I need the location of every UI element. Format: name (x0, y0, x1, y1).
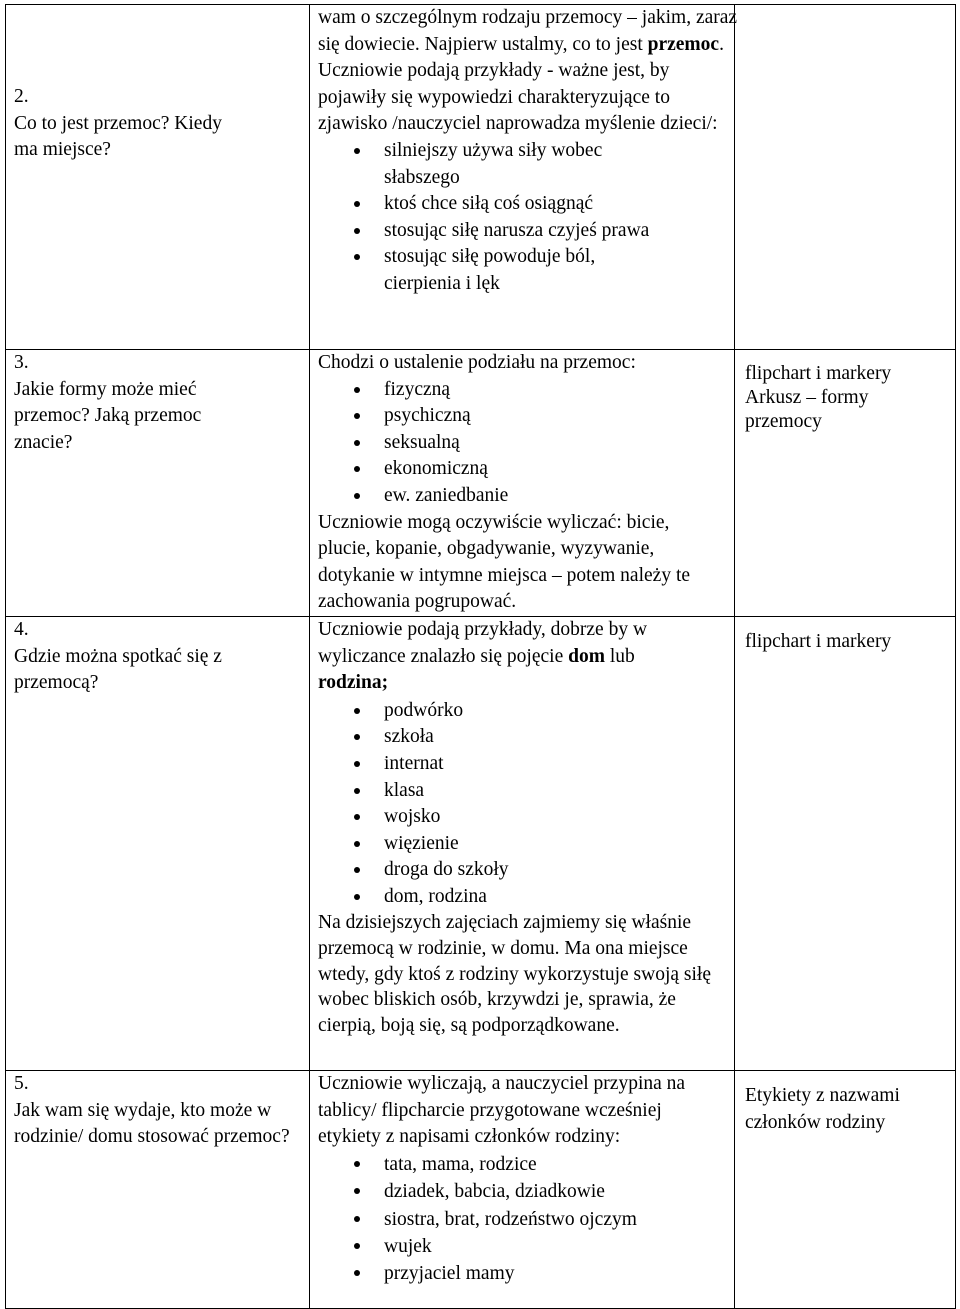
list-item: ekonomiczną (318, 456, 730, 483)
list-item: przyjaciel mamy (318, 1260, 730, 1287)
step-question: Jak wam się wydaje, kto może w rodzinie/ domu stosować przemoc? (14, 1099, 290, 1148)
list-item: siostra, brat, rodzeństwo ojczym (318, 1206, 730, 1233)
step-question: Co to jest przemoc? Kiedy ma miejsce? (14, 112, 222, 161)
list-item: stosując siłę powoduje ból, cierpienia i lęk (318, 244, 668, 297)
intro-bold: przemoc (647, 33, 720, 55)
list-item: wujek (318, 1233, 730, 1260)
step-cell (6, 616, 310, 1070)
list-item: ktoś chce siłą coś osiągnąć (318, 191, 668, 218)
list-item: psychiczną (318, 403, 730, 430)
bullet-list (318, 1151, 730, 1288)
list-item: silniejszy używa siły wobec słabszego (318, 138, 668, 191)
step-question: Jakie formy może mieć przemoc? Jaką przemoc znacie? (14, 378, 202, 453)
list-item: wojsko (318, 804, 730, 831)
list-item: klasa (318, 778, 730, 805)
materials-cell (735, 5, 956, 350)
bold-term: dom (568, 645, 605, 667)
step-cell (6, 5, 310, 350)
material-item: Arkusz – formy przemocy (745, 387, 869, 432)
list-item: szkoła (318, 724, 730, 751)
step-number: 5. (14, 1072, 29, 1094)
table-row (6, 1070, 956, 1308)
step-cell (6, 1070, 310, 1308)
list-item: dziadek, babcia, dziadkowie (318, 1178, 730, 1205)
bold-term: rodzina; (318, 672, 389, 694)
intro-text: wam o szczególnym rodzaju przemocy – jakim, zaraz się dowiecie. Najpierw ustalmy, co to jest przemoc. (318, 7, 738, 55)
list-item: internat (318, 751, 730, 778)
paragraph: Uczniowie mogą oczywiście wyliczać: bicie, plucie, kopanie, obgadywanie, wyzywanie, dotykanie w intymne miejsca – potem należy te zachowania pogrupować. (318, 511, 691, 613)
list-item: stosując siłę narusza czyjeś prawa (318, 218, 668, 245)
materials-cell (735, 616, 956, 1070)
paragraph: Uczniowie podają przykłady, dobrze by w wyliczance znalazło się pojęcie dom lub rodzina; (318, 618, 648, 694)
step-question: Gdzie można spotkać się z przemocą? (14, 645, 222, 694)
step-number: 4. (14, 618, 29, 640)
bullet-list (318, 138, 668, 298)
list-item: fizyczną (318, 377, 730, 404)
material-item: Etykiety z nazwami członków rodziny (745, 1084, 900, 1133)
list-item: tata, mama, rodzice (318, 1151, 730, 1178)
description-cell (310, 5, 738, 350)
step-number: 2. (14, 86, 29, 107)
material-item: flipchart i markery (745, 630, 892, 652)
material-item: flipchart i markery (745, 363, 892, 384)
table-row (6, 350, 956, 617)
lesson-plan-table (5, 4, 956, 1309)
paragraph: Uczniowie wyliczają, a nauczyciel przypina na tablicy/ flipcharcie przygotowane wcześniej etykiety z napisami członków rodziny: (318, 1072, 686, 1148)
list-item: więzienie (318, 831, 730, 858)
paragraph: Chodzi o ustalenie podziału na przemoc: (318, 352, 636, 373)
paragraph: Uczniowie podają przykłady - ważne jest, by pojawiły się wypowiedzi charakteryzujące to zjawisko /nauczyciel naprowadza myślenie dzieci/: (318, 60, 718, 135)
bullet-list (318, 377, 730, 510)
list-item: ew. zaniedbanie (318, 483, 730, 510)
materials-cell (735, 350, 956, 617)
step-cell (6, 350, 310, 617)
description-cell (310, 1070, 735, 1308)
table-row (6, 616, 956, 1070)
table-row (6, 5, 956, 350)
list-item: podwórko (318, 698, 730, 725)
list-item: dom, rodzina (318, 884, 730, 911)
paragraph: Na dzisiejszych zajęciach zajmiemy się właśnie przemocą w rodzinie, w domu. Ma ona miejsce wtedy, gdy ktoś z rodziny wykorzystuje swoją siłę wobec bliskich osób, krzywdzi je, sprawia, że cierpią, boją się, są podporządkowane. (318, 912, 711, 1036)
description-cell (310, 616, 735, 1070)
description-cell (310, 350, 735, 617)
materials-cell (735, 1070, 956, 1308)
bullet-list (318, 698, 730, 911)
list-item: droga do szkoły (318, 857, 730, 884)
step-number: 3. (14, 352, 29, 373)
list-item: seksualną (318, 430, 730, 457)
